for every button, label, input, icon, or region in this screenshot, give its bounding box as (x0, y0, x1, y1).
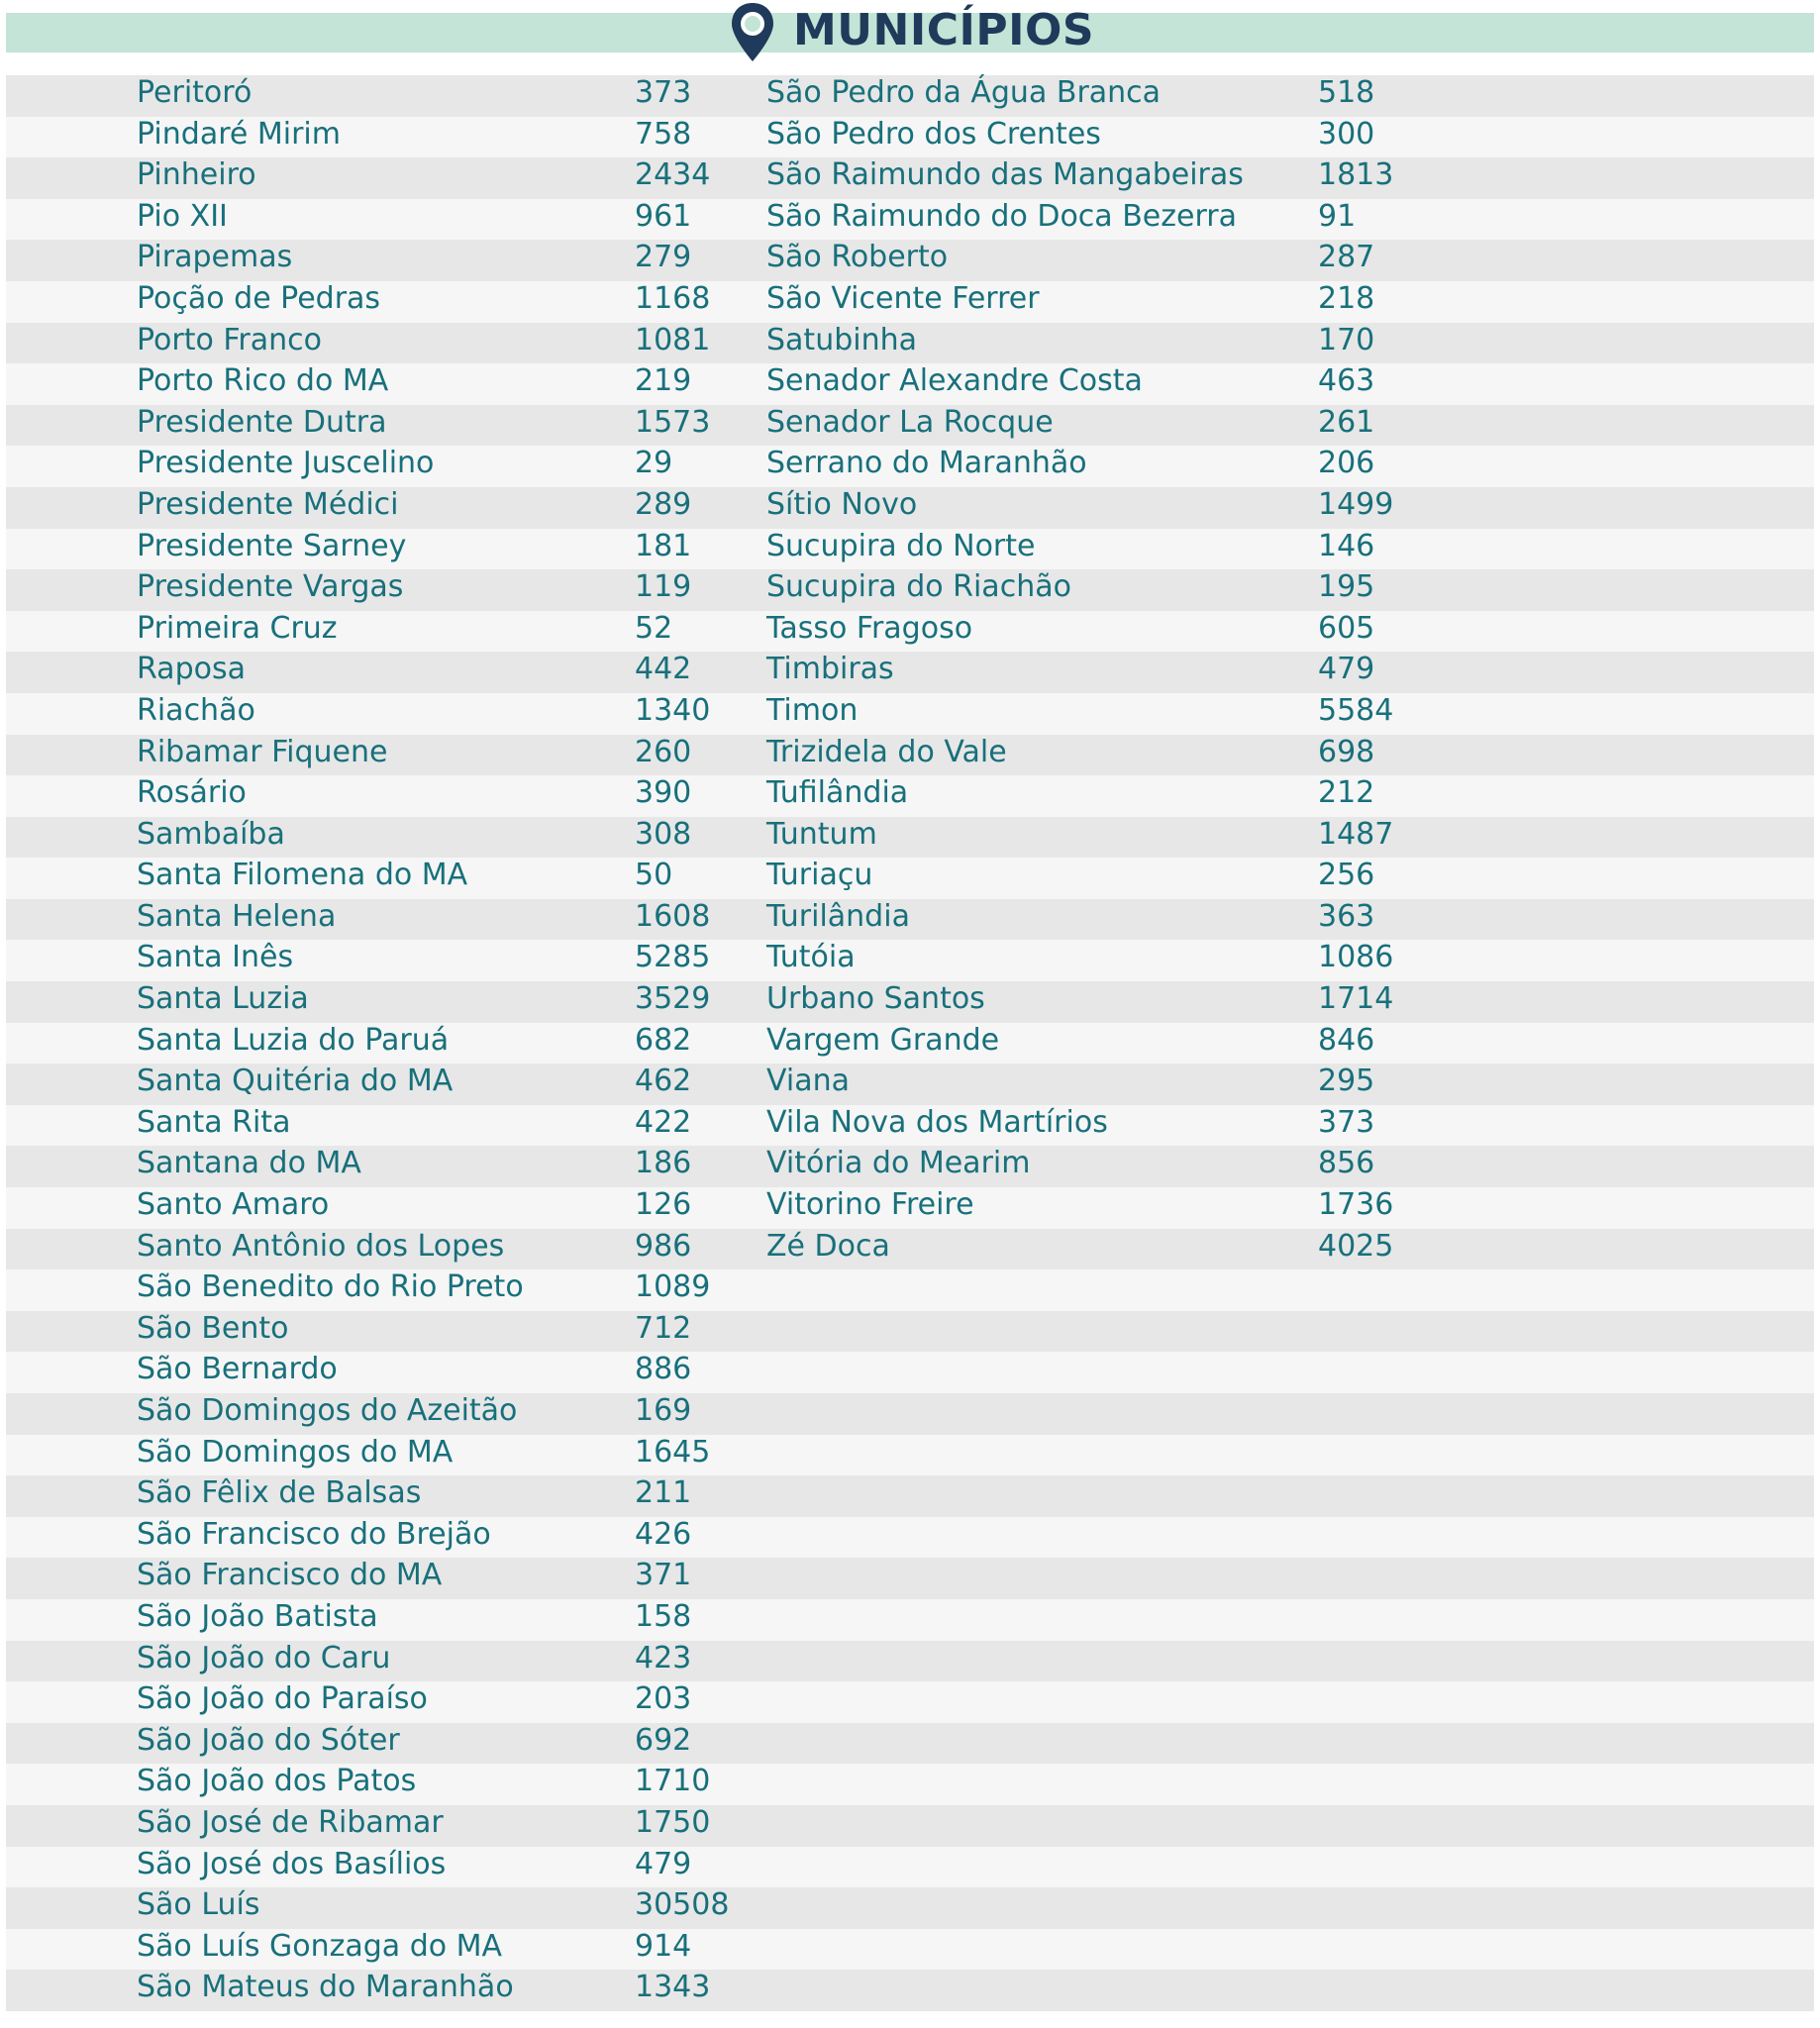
municipality-name: Riachão (137, 692, 255, 728)
municipality-name: Vargem Grande (766, 1022, 1000, 1058)
row-stripe (6, 775, 1814, 817)
municipality-name: São Raimundo do Doca Bezerra (766, 198, 1237, 234)
municipality-value: 206 (1318, 446, 1375, 481)
municipality-value: 1813 (1318, 157, 1394, 193)
municipality-name: Santa Luzia do Paruá (137, 1022, 450, 1058)
municipality-name: Primeira Cruz (137, 610, 338, 646)
municipality-value: 212 (1318, 775, 1375, 811)
municipality-name: Sítio Novo (766, 486, 918, 522)
municipality-value: 219 (635, 363, 692, 399)
municipality-name: Senador Alexandre Costa (766, 363, 1143, 399)
municipality-value: 2434 (635, 157, 711, 193)
municipality-name: Pio XII (137, 198, 228, 234)
municipality-name: São Raimundo das Mangabeiras (766, 157, 1244, 193)
municipality-value: 1340 (635, 692, 711, 728)
row-stripe (6, 652, 1814, 693)
municipality-value: 373 (635, 75, 692, 110)
municipality-value: 426 (635, 1516, 692, 1552)
municipality-name: Timbiras (766, 652, 894, 687)
municipality-value: 518 (1318, 75, 1375, 110)
municipality-value: 856 (1318, 1146, 1375, 1181)
municipality-name: Santo Amaro (137, 1187, 330, 1223)
municipality-name: Rosário (137, 775, 247, 811)
municipality-value: 50 (635, 858, 673, 893)
municipality-value: 1573 (635, 404, 711, 440)
municipality-value: 363 (1318, 898, 1375, 934)
municipality-name: Vila Nova dos Martírios (766, 1104, 1108, 1140)
municipality-value: 1487 (1318, 816, 1394, 852)
municipality-name: Pindaré Mirim (137, 116, 341, 152)
municipality-value: 91 (1318, 198, 1357, 234)
municipality-value: 712 (635, 1310, 692, 1346)
municipality-name: Viana (766, 1064, 850, 1099)
municipality-value: 169 (635, 1393, 692, 1428)
page-header (728, 0, 1094, 65)
municipality-name: São Bento (137, 1310, 289, 1346)
municipality-name: Poção de Pedras (137, 280, 381, 316)
municipality-name: Vitorino Freire (766, 1187, 974, 1223)
municipality-value: 682 (635, 1022, 692, 1058)
municipality-value: 1086 (1318, 940, 1394, 975)
municipality-value: 195 (1318, 569, 1375, 605)
municipality-value: 1710 (635, 1764, 711, 1799)
municipality-name: São João Batista (137, 1598, 378, 1634)
municipality-value: 758 (635, 116, 692, 152)
municipality-name: Presidente Dutra (137, 404, 387, 440)
municipality-name: Pinheiro (137, 157, 256, 193)
municipality-name: Sucupira do Riachão (766, 569, 1071, 605)
municipality-name: Urbano Santos (766, 981, 985, 1017)
municipality-name: Santa Quitéria do MA (137, 1064, 454, 1099)
municipality-value: 698 (1318, 734, 1375, 769)
municipality-value: 29 (635, 446, 673, 481)
municipality-value: 422 (635, 1104, 692, 1140)
municipality-value: 218 (1318, 280, 1375, 316)
municipality-name: Turilândia (766, 898, 910, 934)
municipality-name: Presidente Juscelino (137, 446, 435, 481)
municipality-name: Santa Filomena do MA (137, 858, 468, 893)
municipality-name: São Luís (137, 1887, 260, 1923)
municipality-value: 390 (635, 775, 692, 811)
municipality-name: São João dos Patos (137, 1764, 417, 1799)
municipality-name: Sucupira do Norte (766, 528, 1036, 563)
municipality-name: Satubinha (766, 322, 917, 357)
municipality-value: 1750 (635, 1804, 711, 1840)
municipality-value: 846 (1318, 1022, 1375, 1058)
municipality-name: São Francisco do Brejão (137, 1516, 491, 1552)
municipality-name: Peritoró (137, 75, 253, 110)
municipality-name: São Mateus do Maranhão (137, 1970, 514, 2005)
municipality-value: 211 (635, 1475, 692, 1511)
municipality-value: 4025 (1318, 1228, 1394, 1264)
municipality-name: São Domingos do Azeitão (137, 1393, 518, 1428)
municipality-name: Senador La Rocque (766, 404, 1054, 440)
municipality-value: 886 (635, 1352, 692, 1387)
municipality-value: 1343 (635, 1970, 711, 2005)
municipality-name: Presidente Vargas (137, 569, 404, 605)
municipality-name: Raposa (137, 652, 246, 687)
municipality-value: 261 (1318, 404, 1375, 440)
municipality-value: 692 (635, 1722, 692, 1758)
municipality-name: Tuntum (766, 816, 877, 852)
municipality-value: 1645 (635, 1434, 711, 1470)
municipality-name: Pirapemas (137, 240, 293, 275)
municipality-name: Timon (766, 692, 859, 728)
municipality-name: São João do Sóter (137, 1722, 400, 1758)
municipality-value: 30508 (635, 1887, 730, 1923)
municipality-name: Tufilândia (766, 775, 909, 811)
municipality-name: Ribamar Fiquene (137, 734, 388, 769)
municipality-name: Sambaíba (137, 816, 285, 852)
municipality-value: 300 (1318, 116, 1375, 152)
municipality-name: Zé Doca (766, 1228, 890, 1264)
municipality-name: Turiaçu (766, 858, 873, 893)
municipality-value: 479 (1318, 652, 1375, 687)
municipality-name: São Pedro dos Crentes (766, 116, 1101, 152)
municipality-name: Santa Rita (137, 1104, 291, 1140)
municipality-name: Santa Helena (137, 898, 337, 934)
municipality-name: São Fêlix de Balsas (137, 1475, 422, 1511)
municipality-value: 961 (635, 198, 692, 234)
municipality-name: São José dos Basílios (137, 1846, 447, 1881)
municipality-value: 423 (635, 1640, 692, 1675)
municipality-value: 52 (635, 610, 673, 646)
municipality-value: 119 (635, 569, 692, 605)
municipality-name: Serrano do Maranhão (766, 446, 1087, 481)
row-stripe (6, 693, 1814, 735)
municipality-name: São Benedito do Rio Preto (137, 1269, 524, 1305)
municipality-name: Trizidela do Vale (766, 734, 1007, 769)
municipality-name: Porto Franco (137, 322, 323, 357)
municipality-value: 479 (635, 1846, 692, 1881)
municipality-name: Santa Luzia (137, 981, 309, 1017)
map-pin-icon (728, 0, 777, 65)
municipality-value: 914 (635, 1928, 692, 1964)
municipality-value: 5584 (1318, 692, 1394, 728)
municipality-name: Santa Inês (137, 940, 294, 975)
municipality-value: 1499 (1318, 486, 1394, 522)
municipality-value: 260 (635, 734, 692, 769)
municipality-name: São Roberto (766, 240, 949, 275)
municipality-value: 287 (1318, 240, 1375, 275)
row-stripe (6, 1887, 1814, 1929)
municipality-value: 1081 (635, 322, 711, 357)
municipality-name: São João do Paraíso (137, 1681, 428, 1717)
municipality-value: 158 (635, 1598, 692, 1634)
municipality-value: 3529 (635, 981, 711, 1017)
municipality-value: 256 (1318, 858, 1375, 893)
municipality-value: 373 (1318, 1104, 1375, 1140)
municipality-name: Santana do MA (137, 1146, 361, 1181)
municipality-value: 308 (635, 816, 692, 852)
municipality-name: Tasso Fragoso (766, 610, 973, 646)
page-title: MUNICÍPIOS (793, 4, 1095, 55)
municipality-value: 203 (635, 1681, 692, 1717)
municipality-name: Tutóia (766, 940, 856, 975)
municipality-name: Porto Rico do MA (137, 363, 389, 399)
municipality-name: São João do Caru (137, 1640, 391, 1675)
municipality-value: 1608 (635, 898, 711, 934)
municipality-value: 463 (1318, 363, 1375, 399)
municipality-value: 279 (635, 240, 692, 275)
municipality-name: Santo Antônio dos Lopes (137, 1228, 505, 1264)
municipality-name: São Domingos do MA (137, 1434, 454, 1470)
municipality-name: São Francisco do MA (137, 1558, 443, 1593)
municipality-value: 126 (635, 1187, 692, 1223)
municipality-value: 295 (1318, 1064, 1375, 1099)
municipality-name: São Vicente Ferrer (766, 280, 1040, 316)
municipality-value: 605 (1318, 610, 1375, 646)
municipality-name: São Bernardo (137, 1352, 338, 1387)
municipality-name: São Luís Gonzaga do MA (137, 1928, 503, 1964)
municipality-value: 986 (635, 1228, 692, 1264)
municipality-value: 146 (1318, 528, 1375, 563)
municipality-value: 1736 (1318, 1187, 1394, 1223)
municipality-name: São José de Ribamar (137, 1804, 444, 1840)
municipality-value: 170 (1318, 322, 1375, 357)
municipality-name: Vitória do Mearim (766, 1146, 1031, 1181)
municipality-value: 1168 (635, 280, 711, 316)
municipality-value: 186 (635, 1146, 692, 1181)
municipality-value: 371 (635, 1558, 692, 1593)
municipality-value: 462 (635, 1064, 692, 1099)
municipality-value: 1714 (1318, 981, 1394, 1017)
municipality-name: Presidente Médici (137, 486, 399, 522)
municipality-value: 5285 (635, 940, 711, 975)
municipality-name: São Pedro da Água Branca (766, 75, 1162, 110)
municipality-value: 181 (635, 528, 692, 563)
municipality-name: Presidente Sarney (137, 528, 407, 563)
municipality-value: 289 (635, 486, 692, 522)
municipality-value: 442 (635, 652, 692, 687)
municipality-value: 1089 (635, 1269, 711, 1305)
